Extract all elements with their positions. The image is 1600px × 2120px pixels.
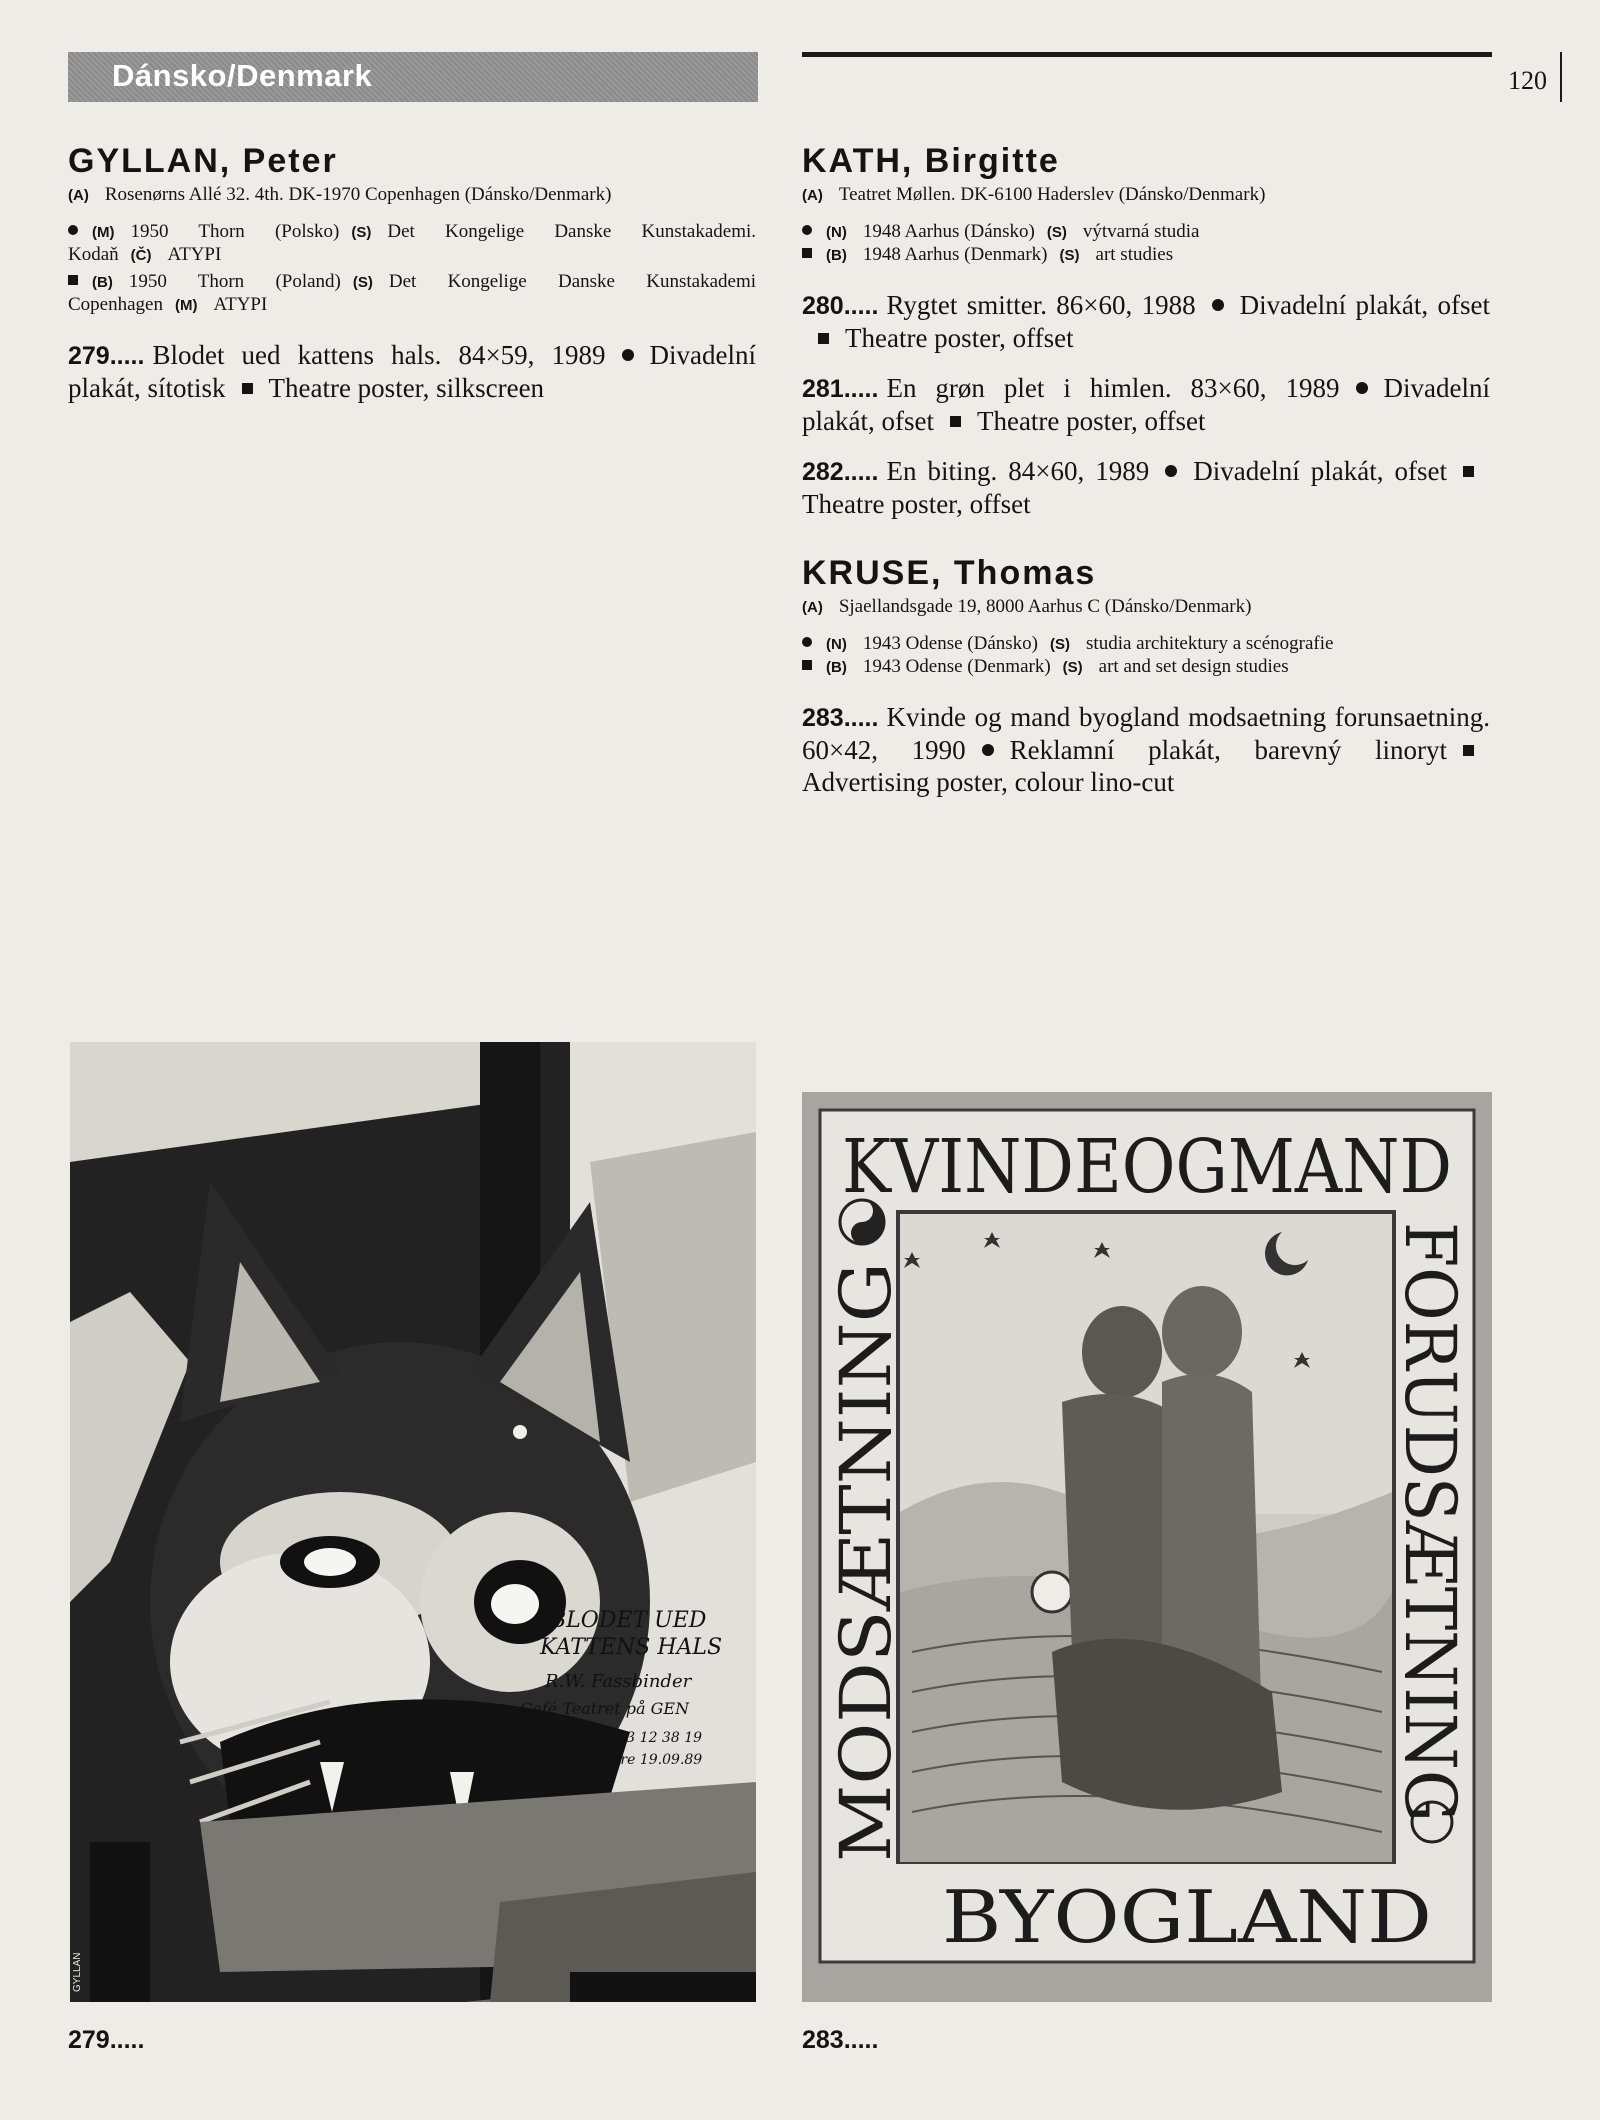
english-bullet-icon: [950, 416, 961, 427]
poster-283-caption: 283.....: [802, 2026, 879, 2054]
artist-bio-cz: (N) 1948 Aarhus (Dánsko) (S) výtvarná studia: [802, 221, 1490, 244]
poster-283-left-text: MODSÆTNING: [825, 1306, 907, 1862]
artist-bio-en: (B) 1950 Thorn (Poland) (S) Det Kongelige Danske Kunstakademi Copenhagen (M) ATYPI: [68, 271, 756, 315]
poster-283-image: [802, 1092, 1492, 2002]
poster-279-title-line2: KATTENS HALS: [540, 1635, 723, 1660]
section-band: [68, 52, 758, 102]
czech-bullet-icon: [1212, 299, 1224, 311]
poster-279-credit: R.W. Fassbinder: [545, 1671, 692, 1692]
poster-279-image: [70, 1042, 756, 2002]
artist-address: (A) Teatret Møllen. DK-6100 Haderslev (Dánsko/Denmark): [802, 184, 1266, 205]
artist-entry-gyllan: [68, 142, 756, 404]
work-entry: 283..... Kvinde og mand byogland modsaetning forunsaetning. 60×42, 1990 Reklamní plakát, barevný linorytAdvertising poster, colour lino-cut: [802, 702, 1490, 797]
artist-name: KATH, Birgitte: [802, 142, 1060, 180]
artist-name: KRUSE, Thomas: [802, 554, 1097, 592]
artist-bio-cz: (M) 1950 Thorn (Polsko) (S) Det Kongelige Danske Kunstakademi. Kodaň (Č) ATYPI: [68, 221, 757, 265]
poster-283-bottom-text: BYOGLAND: [942, 1875, 1432, 1959]
english-bullet-icon: [802, 248, 812, 258]
page-number: 120: [1508, 66, 1547, 95]
page-number-bar: [1560, 52, 1562, 102]
work-entry: 281..... En grøn plet i himlen. 83×60, 1989 Divadelní plakát, ofset Theatre poster, offset: [802, 373, 1490, 436]
poster-279-premiere: Premiere 19.09.89: [570, 1752, 703, 1768]
english-bullet-icon: [1463, 466, 1474, 477]
artist-bio-en: (B) 1943 Odense (Denmark) (S) art and set design studies: [802, 656, 1490, 679]
czech-bullet-icon: [1356, 382, 1368, 394]
poster-283-top-text: KVINDEOGMAND: [842, 1124, 1452, 1210]
english-bullet-icon: [242, 383, 253, 394]
svg-text:GYLLAN: GYLLAN: [72, 1952, 83, 1992]
artist-address: (A) Sjaellandsgade 19, 8000 Aarhus C (Dánsko/Denmark): [802, 596, 1252, 617]
work-entry: 282..... En biting. 84×60, 1989 Divadelní plakát, ofsetTheatre poster, offset: [802, 455, 1490, 520]
header-rule: [802, 52, 1492, 57]
artist-name: GYLLAN, Peter: [68, 142, 338, 180]
czech-bullet-icon: [622, 349, 634, 361]
poster-283-right-text: FORUDSÆTNING: [1389, 1222, 1471, 1867]
work-entry: 280..... Rygtet smitter. 86×60, 1988 Divadelní plakát, ofsetTheatre poster, offset: [802, 290, 1490, 353]
poster-279-title-line1: BLODET UED: [550, 1608, 707, 1633]
english-bullet-icon: [818, 333, 829, 344]
section-title: Dánsko/Denmark: [112, 58, 373, 93]
poster-279-venue: Café Teatret på GEN: [520, 1699, 690, 1718]
czech-bullet-icon: [982, 744, 994, 756]
artist-bio-en: (B) 1948 Aarhus (Denmark) (S) art studies: [802, 244, 1490, 267]
czech-bullet-icon: [68, 225, 78, 235]
artist-entry-kruse: [802, 554, 1490, 798]
linocut-poster-illustration: [802, 1092, 1492, 2002]
english-bullet-icon: [1463, 745, 1474, 756]
work-entry: 279..... Blodet ued kattens hals. 84×59, 1989 Divadelní plakát, sítotisk Theatre poster, silkscreen: [68, 340, 756, 403]
english-bullet-icon: [802, 660, 812, 670]
artist-entry-kath: [802, 142, 1490, 520]
artist-address: (A) Rosenørns Allé 32. 4th. DK-1970 Copenhagen (Dánsko/Denmark): [68, 184, 612, 205]
poster-279-caption: 279.....: [68, 2026, 145, 2054]
czech-bullet-icon: [802, 637, 812, 647]
english-bullet-icon: [68, 275, 78, 285]
czech-bullet-icon: [802, 225, 812, 235]
poster-279-phone: Tlf. 33 12 38 19: [590, 1730, 703, 1746]
czech-bullet-icon: [1165, 465, 1177, 477]
cat-poster-illustration: [70, 1042, 756, 2002]
artist-bio-cz: (N) 1943 Odense (Dánsko) (S) studia architektury a scénografie: [802, 633, 1490, 656]
